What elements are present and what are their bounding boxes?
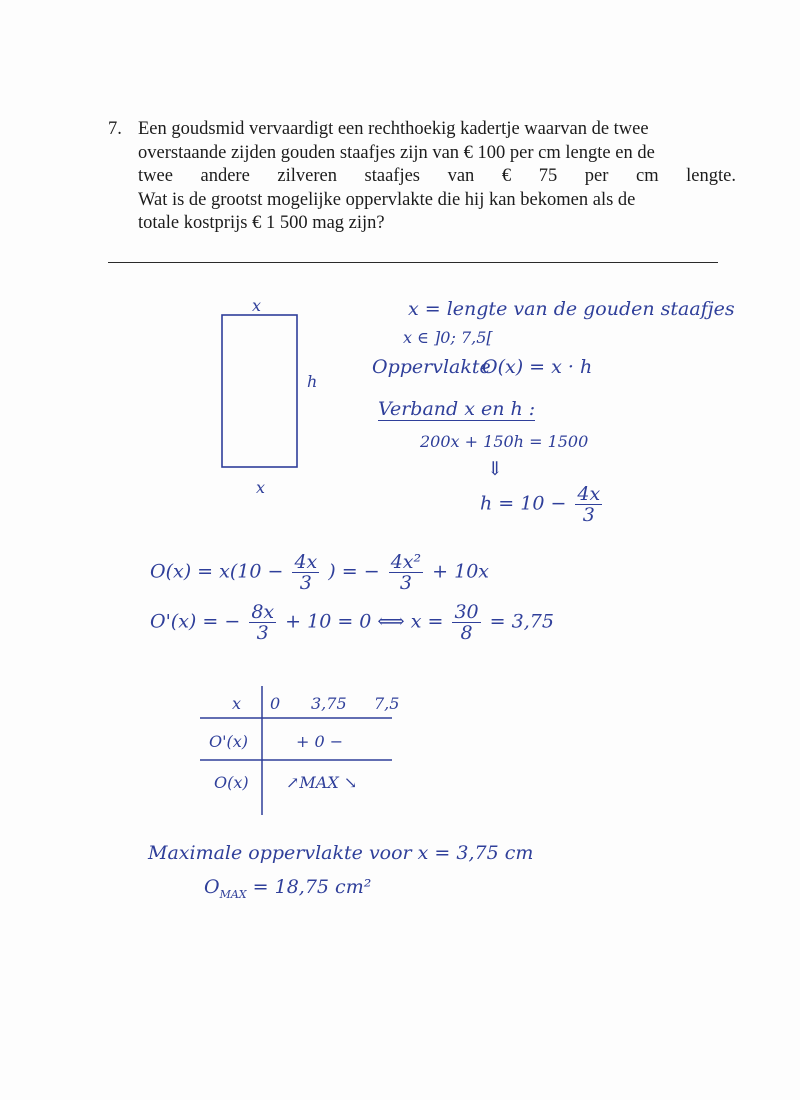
derivative-fraction-1-den: 3 (256, 622, 269, 644)
sign-table-x-value: 7,5 (374, 694, 400, 713)
derivative (150, 602, 554, 643)
sketch-bottom-label: x (256, 478, 266, 497)
area-fraction-1-den: 3 (299, 572, 312, 594)
exercise-line: totale kostprijs € 1 500 mag zijn? (138, 213, 385, 233)
derivative-mid: + 10 = 0 ⟺ x = (285, 610, 444, 633)
sign-table-label-derivative: O'(x) (209, 732, 249, 751)
sign-table-label-function: O(x) (214, 773, 249, 792)
relation-heading: Verband x en h : (378, 398, 536, 420)
area-formula: O(x) = x · h (482, 356, 593, 378)
h-expression (480, 484, 605, 525)
variable-definition: x = lengte van de gouden staafjes (408, 298, 735, 320)
derivative-fraction-2-num: 30 (454, 601, 479, 623)
derivative-tail: = 3,75 (489, 610, 554, 633)
sign-table-x-value: 0 (270, 694, 281, 713)
area-fraction-2-num: 4x² (390, 551, 422, 573)
area-label: Oppervlakte (372, 356, 491, 378)
exercise-line: twee andere zilveren staafjes van € 75 per cm lengte. (138, 166, 736, 186)
rectangle-sketch (222, 315, 297, 467)
derivative-fraction-2-den: 8 (460, 622, 473, 644)
area-fraction-1-num: 4x (294, 551, 318, 573)
conclusion-line-2 (204, 876, 371, 901)
sign-table-label-x: x (232, 694, 242, 713)
implication-arrow: ⇓ (487, 458, 503, 480)
domain-note: x ∈ ]0; 7,5[ (403, 328, 493, 347)
conclusion-line-1: Maximale oppervlakte voor x = 3,75 cm (148, 842, 534, 864)
sign-table-x-value: 3,75 (311, 694, 347, 713)
sketch-top-label: x (252, 296, 262, 315)
h-fraction (575, 484, 602, 525)
area-fraction-2-den: 3 (399, 572, 412, 594)
area-function (150, 552, 489, 593)
sign-table-behaviour: ↗MAX ↘ (286, 773, 358, 792)
derivative-fraction-1-num: 8x (251, 601, 275, 623)
h-fraction-den: 3 (582, 504, 595, 526)
exercise-line: Wat is de grootst mogelijke oppervlakte die hij kan bekomen als de (138, 189, 636, 210)
omax-value: = 18,75 cm² (246, 876, 372, 898)
derivative-lhs: O'(x) = − (150, 610, 241, 633)
omax-letter: O (204, 876, 220, 898)
omax-subscript: MAX (219, 887, 247, 901)
derivative-fraction-1 (249, 602, 276, 643)
area-fraction-2 (389, 552, 423, 593)
sketch-side-label: h (307, 372, 318, 391)
relation-equation: 200x + 150h = 1500 (420, 432, 589, 451)
derivative-fraction-2 (452, 602, 480, 643)
h-fraction-num: 4x (577, 483, 601, 505)
h-expression-lhs: h = 10 − (480, 492, 567, 515)
sign-table-derivative-signs: + 0 − (296, 732, 344, 751)
exercise-number: 7. (108, 119, 122, 139)
area-function-mid: ) = − (328, 560, 380, 583)
exercise-line: overstaande zijden gouden staafjes zijn van € 100 per cm lengte en de (138, 142, 655, 163)
area-fraction-1 (292, 552, 319, 593)
exercise-line: Een goudsmid vervaardigt een rechthoekig kadertje waarvan de twee (138, 119, 649, 139)
area-function-lhs: O(x) = x(10 − (150, 560, 284, 583)
area-function-tail: + 10x (432, 560, 490, 583)
